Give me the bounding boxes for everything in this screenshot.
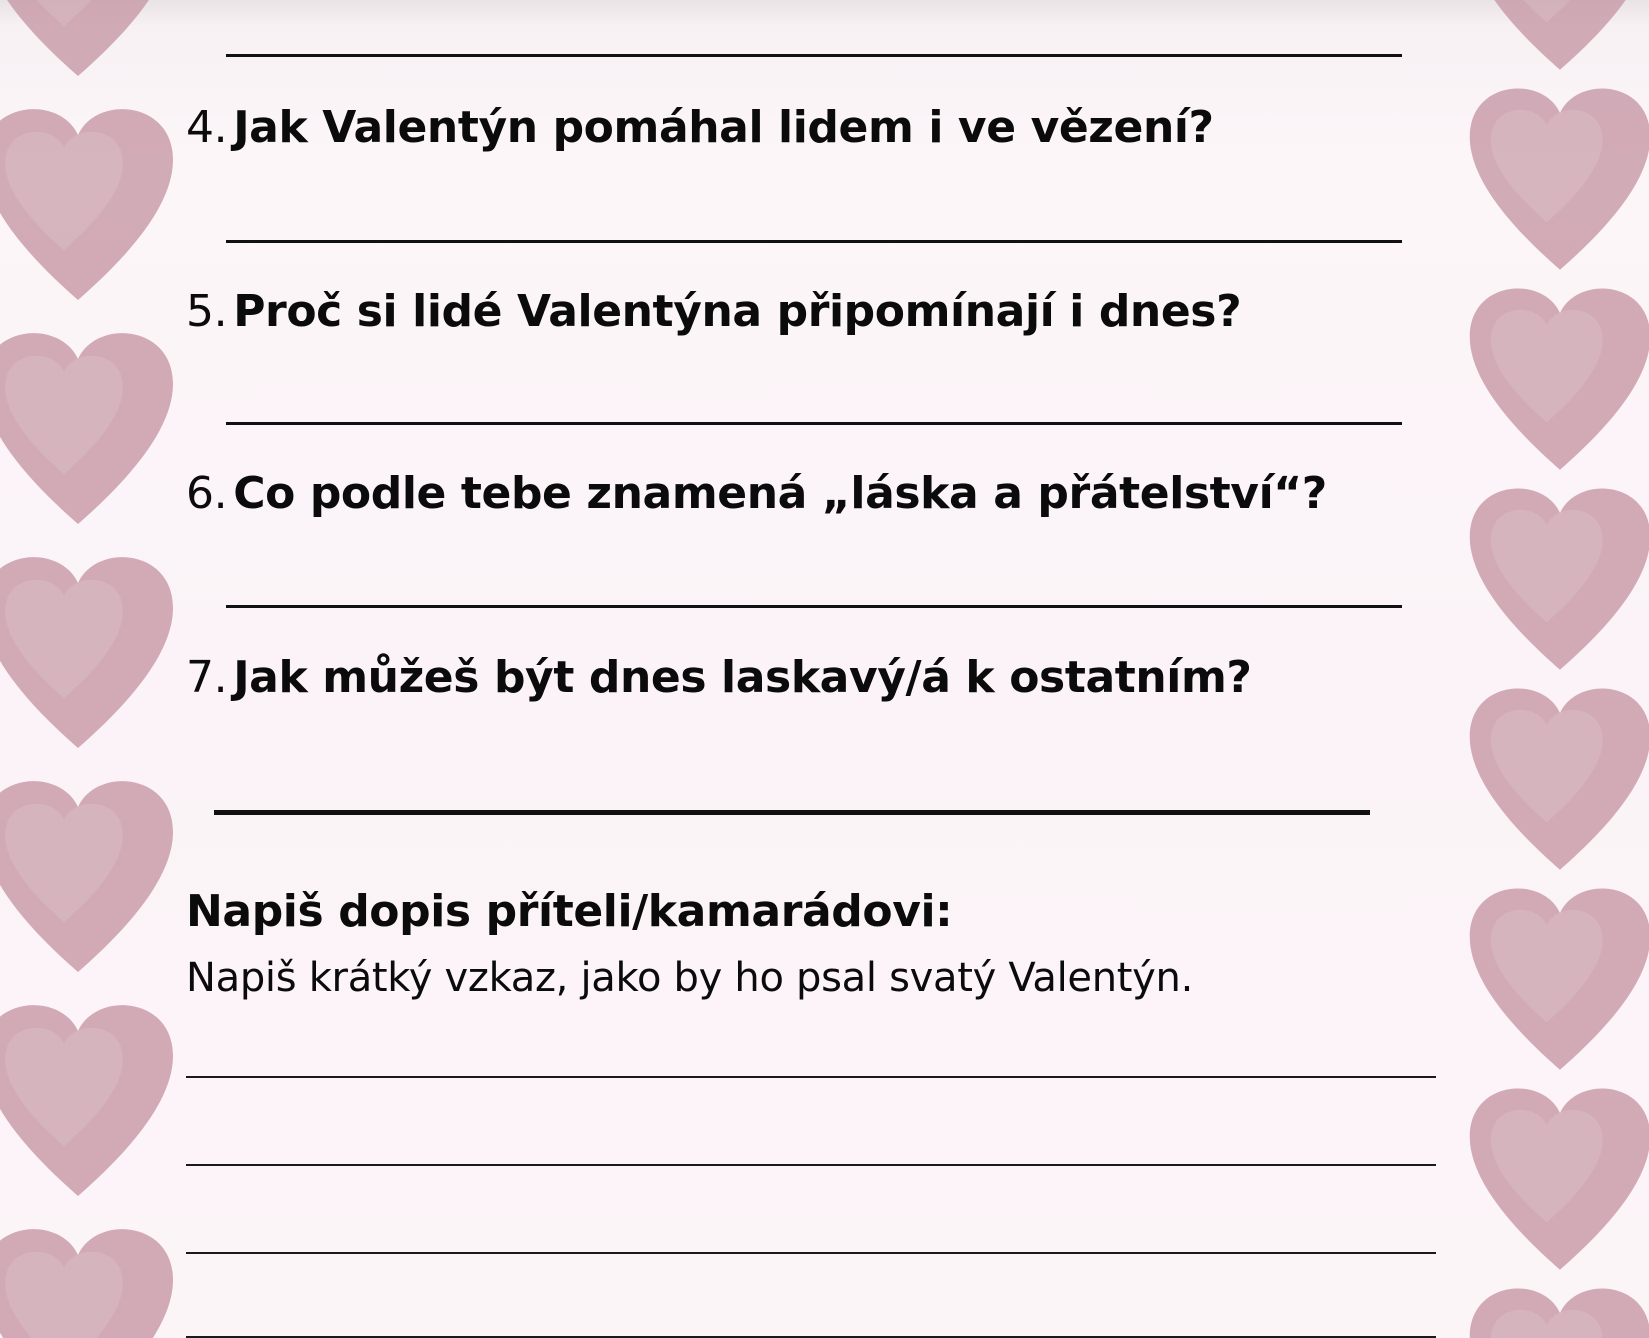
question-number: 4. bbox=[186, 102, 228, 153]
letter-line[interactable] bbox=[186, 1076, 1436, 1078]
question-number: 6. bbox=[186, 468, 228, 519]
question-4 bbox=[186, 100, 1214, 156]
answer-line[interactable] bbox=[214, 810, 1370, 815]
heart-icon bbox=[0, 781, 173, 972]
heart-icon bbox=[0, 0, 190, 1338]
letter-section-title: Napiš dopis příteli/kamarádovi: bbox=[186, 886, 953, 937]
question-6 bbox=[186, 466, 1327, 522]
heart-icon bbox=[1470, 488, 1649, 669]
question-number: 7. bbox=[186, 652, 228, 703]
heart-icon bbox=[0, 109, 173, 300]
answer-line[interactable] bbox=[226, 422, 1402, 425]
letter-line[interactable] bbox=[186, 1164, 1436, 1166]
heart-icon bbox=[1470, 688, 1649, 869]
question-text: Jak můžeš být dnes laskavý/á k ostatním? bbox=[233, 652, 1252, 703]
answer-line[interactable] bbox=[226, 240, 1402, 243]
heart-icon bbox=[1470, 888, 1649, 1069]
answer-line[interactable] bbox=[226, 605, 1402, 608]
heart-icon bbox=[1470, 1288, 1649, 1338]
letter-section-instruction: Napiš krátký vzkaz, jako by ho psal svatý Valentýn. bbox=[186, 955, 1193, 1001]
question-text: Proč si lidé Valentýna připomínají i dnes? bbox=[233, 286, 1242, 337]
heart-icon bbox=[0, 557, 173, 748]
question-text: Co podle tebe znamená „láska a přátelství“? bbox=[233, 468, 1327, 519]
question-7 bbox=[186, 650, 1252, 706]
top-shadow bbox=[0, 0, 1649, 26]
left-heart-border bbox=[0, 0, 190, 1338]
heart-icon bbox=[1470, 288, 1649, 469]
answer-line[interactable] bbox=[226, 54, 1402, 57]
heart-icon bbox=[0, 1005, 173, 1196]
heart-icon bbox=[0, 1229, 173, 1338]
question-5 bbox=[186, 284, 1241, 340]
heart-icon bbox=[0, 0, 173, 76]
letter-line[interactable] bbox=[186, 1252, 1436, 1254]
question-number: 5. bbox=[186, 286, 228, 337]
heart-icon bbox=[1470, 1088, 1649, 1269]
heart-icon bbox=[1450, 0, 1649, 1338]
heart-icon bbox=[0, 333, 173, 524]
heart-icon bbox=[1470, 0, 1649, 70]
heart-icon bbox=[1470, 88, 1649, 269]
question-text: Jak Valentýn pomáhal lidem i ve vězení? bbox=[233, 102, 1214, 153]
right-heart-border bbox=[1450, 0, 1649, 1338]
